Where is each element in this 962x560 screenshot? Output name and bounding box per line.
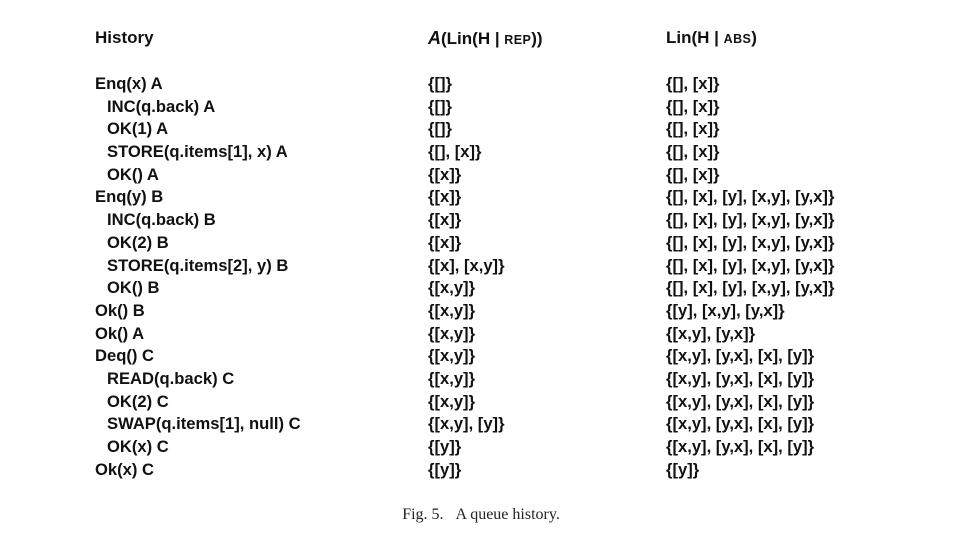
abs-linearizations: {[y]} (666, 459, 700, 479)
history-event: OK() B (107, 278, 160, 298)
abs-linearizations: {[], [x], [y], [x,y], [y,x]} (666, 187, 835, 207)
history-event: OK(2) C (107, 391, 169, 411)
rep-linearizations: {[y]} (428, 459, 462, 479)
rep-linearizations: {[x]} (428, 232, 462, 252)
abs-linearizations: {[y], [x,y], [y,x]} (666, 300, 785, 320)
history-event: STORE(q.items[2], y) B (107, 255, 289, 275)
abs-linearizations: {[], [x]} (666, 74, 720, 93)
abs-linearizations: {[x,y], [y,x]} (666, 323, 756, 343)
history-event: OK() A (107, 164, 159, 184)
rep-linearizations: {[]} (428, 119, 452, 139)
history-event: INC(q.back) B (107, 210, 216, 230)
header-abs-suffix: ) (751, 28, 757, 47)
rep-linearizations: {[x]} (428, 164, 462, 184)
header-abs-small: ABS (723, 32, 752, 46)
header-rep-prefix: A (428, 28, 441, 48)
abs-linearizations: {[], [x], [y], [x,y], [y,x]} (666, 278, 835, 298)
table-row (0, 413, 962, 436)
table-row (0, 255, 962, 278)
rep-linearizations: {[x,y]} (428, 346, 476, 366)
abs-linearizations: {[], [x]} (666, 142, 720, 162)
history-event: Enq(y) B (95, 187, 164, 207)
table-row (0, 277, 962, 300)
table-row (0, 368, 962, 391)
table-row (0, 186, 962, 209)
abs-linearizations: {[], [x], [y], [x,y], [y,x]} (666, 232, 835, 252)
rep-linearizations: {[x], [x,y]} (428, 255, 505, 275)
abs-linearizations: {[x,y], [y,x], [x], [y]} (666, 437, 815, 456)
header-abs-prefix: Lin(H | (666, 28, 724, 47)
rep-linearizations: {[]} (428, 96, 452, 116)
history-event: Ok(x) C (95, 459, 155, 479)
table-row (0, 323, 962, 346)
abs-linearizations: {[], [x]} (666, 119, 720, 139)
rep-linearizations: {[x,y]} (428, 300, 476, 320)
table-row (0, 300, 962, 323)
table-row (0, 459, 962, 482)
history-event: SWAP(q.items[1], null) C (107, 414, 301, 434)
rep-linearizations: {[x,y]} (428, 391, 476, 411)
rep-linearizations: {[x]} (428, 187, 462, 207)
abs-linearizations: {[x,y], [y,x], [x], [y]} (666, 414, 815, 434)
history-table (0, 73, 962, 481)
abs-linearizations: {[x,y], [y,x], [x], [y]} (666, 368, 815, 388)
abs-linearizations: {[], [x], [y], [x,y], [y,x]} (666, 255, 835, 275)
table-row (0, 96, 962, 119)
table-row (0, 345, 962, 368)
table-row (0, 73, 962, 96)
rep-linearizations: {[x]} (428, 210, 462, 230)
history-event: STORE(q.items[1], x) A (107, 142, 288, 162)
header-rep-small: REP (504, 33, 532, 47)
history-event: Ok() A (95, 323, 145, 343)
rep-linearizations: {[x,y], [y]} (428, 414, 505, 434)
rep-linearizations: {[x,y]} (428, 278, 476, 298)
abs-linearizations: {[x,y], [y,x], [x], [y]} (666, 391, 815, 411)
header-abs (666, 28, 757, 48)
rep-linearizations: {[]} (428, 74, 452, 93)
header-rep-mid: (Lin(H | (441, 29, 505, 48)
table-row (0, 436, 962, 459)
abs-linearizations: {[], [x]} (666, 164, 720, 184)
rep-linearizations: {[x,y]} (428, 368, 476, 388)
abs-linearizations: {[x,y], [y,x], [x], [y]} (666, 346, 815, 366)
table-row (0, 118, 962, 141)
rep-linearizations: {[x,y]} (428, 323, 476, 343)
rep-linearizations: {[], [x]} (428, 142, 482, 162)
caption-text: A queue history. (455, 506, 560, 523)
history-event: OK(1) A (107, 119, 169, 139)
history-event: Deq() C (95, 346, 154, 366)
history-event: Enq(x) A (95, 74, 163, 93)
table-row (0, 232, 962, 255)
table-row (0, 209, 962, 232)
abs-linearizations: {[], [x], [y], [x,y], [y,x]} (666, 210, 835, 230)
figure-caption (0, 506, 962, 524)
caption-label: Fig. 5. (402, 506, 444, 523)
history-event: OK(2) B (107, 232, 169, 252)
table-row (0, 391, 962, 414)
history-event: Ok() B (95, 300, 145, 320)
header-history: History (95, 28, 154, 47)
history-event: OK(x) C (107, 437, 169, 456)
history-event: READ(q.back) C (107, 368, 235, 388)
rep-linearizations: {[y]} (428, 437, 462, 456)
table-row (0, 141, 962, 164)
abs-linearizations: {[], [x]} (666, 96, 720, 116)
header-rep (428, 28, 543, 49)
header-rep-suffix: )) (531, 29, 543, 48)
history-event: INC(q.back) A (107, 96, 216, 116)
table-row (0, 164, 962, 187)
